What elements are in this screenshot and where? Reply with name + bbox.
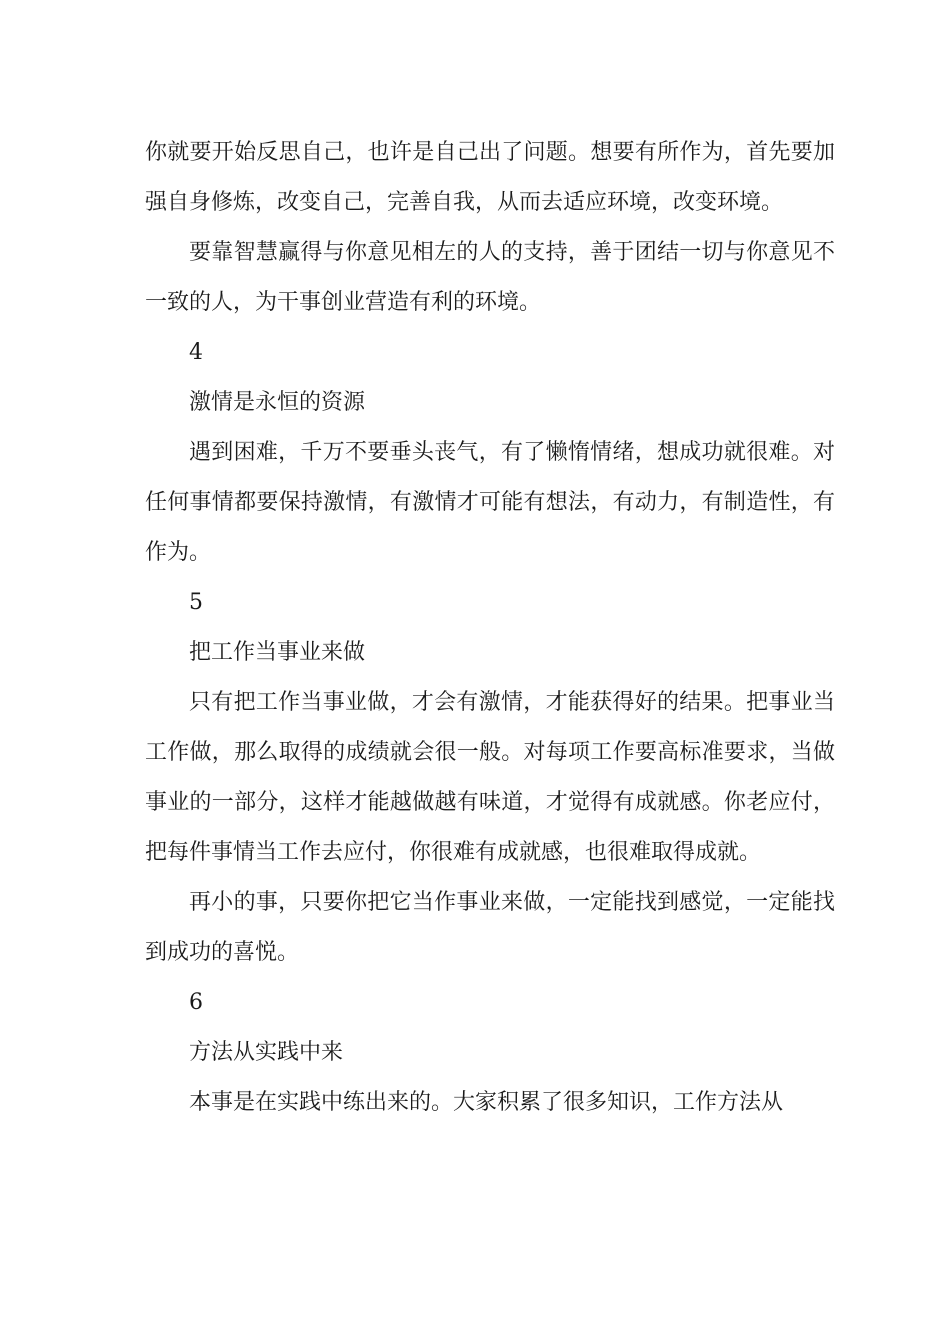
section-number: 4 <box>189 340 203 365</box>
document-body <box>145 128 835 1128</box>
section-number: 6 <box>189 990 203 1015</box>
section-heading: 方法从实践中来 <box>189 1040 344 1065</box>
paragraph-continuation: 你就要开始反思自己，也许是自己出了问题。想要有所作为，首先要加强自身修炼，改变自己，完善自我，从而去适应环境，改变环境。 <box>145 140 835 215</box>
paragraph: 要靠智慧赢得与你意见相左的人的支持，善于团结一切与你意见不一致的人，为干事创业营造有利的环境。 <box>145 240 835 315</box>
paragraph: 本事是在实践中练出来的。大家积累了很多知识，工作方法从 <box>189 1090 784 1115</box>
section-number: 5 <box>189 590 203 615</box>
paragraph: 遇到困难，千万不要垂头丧气，有了懒惰情绪，想成功就很难。对任何事情都要保持激情，有激情才可能有想法，有动力，有制造性，有作为。 <box>145 440 835 565</box>
section-heading: 把工作当事业来做 <box>189 640 366 665</box>
section-heading: 激情是永恒的资源 <box>189 390 366 415</box>
paragraph: 只有把工作当事业做，才会有激情，才能获得好的结果。把事业当工作做，那么取得的成绩就会很一般。对每项工作要高标准要求，当做事业的一部分，这样才能越做越有味道，才觉得有成就感。你老应付，把每件事情当工作去应付，你很难有成就感，也很难取得成就。 <box>145 690 835 865</box>
paragraph: 再小的事，只要你把它当作事业来做，一定能找到感觉，一定能找到成功的喜悦。 <box>145 890 835 965</box>
